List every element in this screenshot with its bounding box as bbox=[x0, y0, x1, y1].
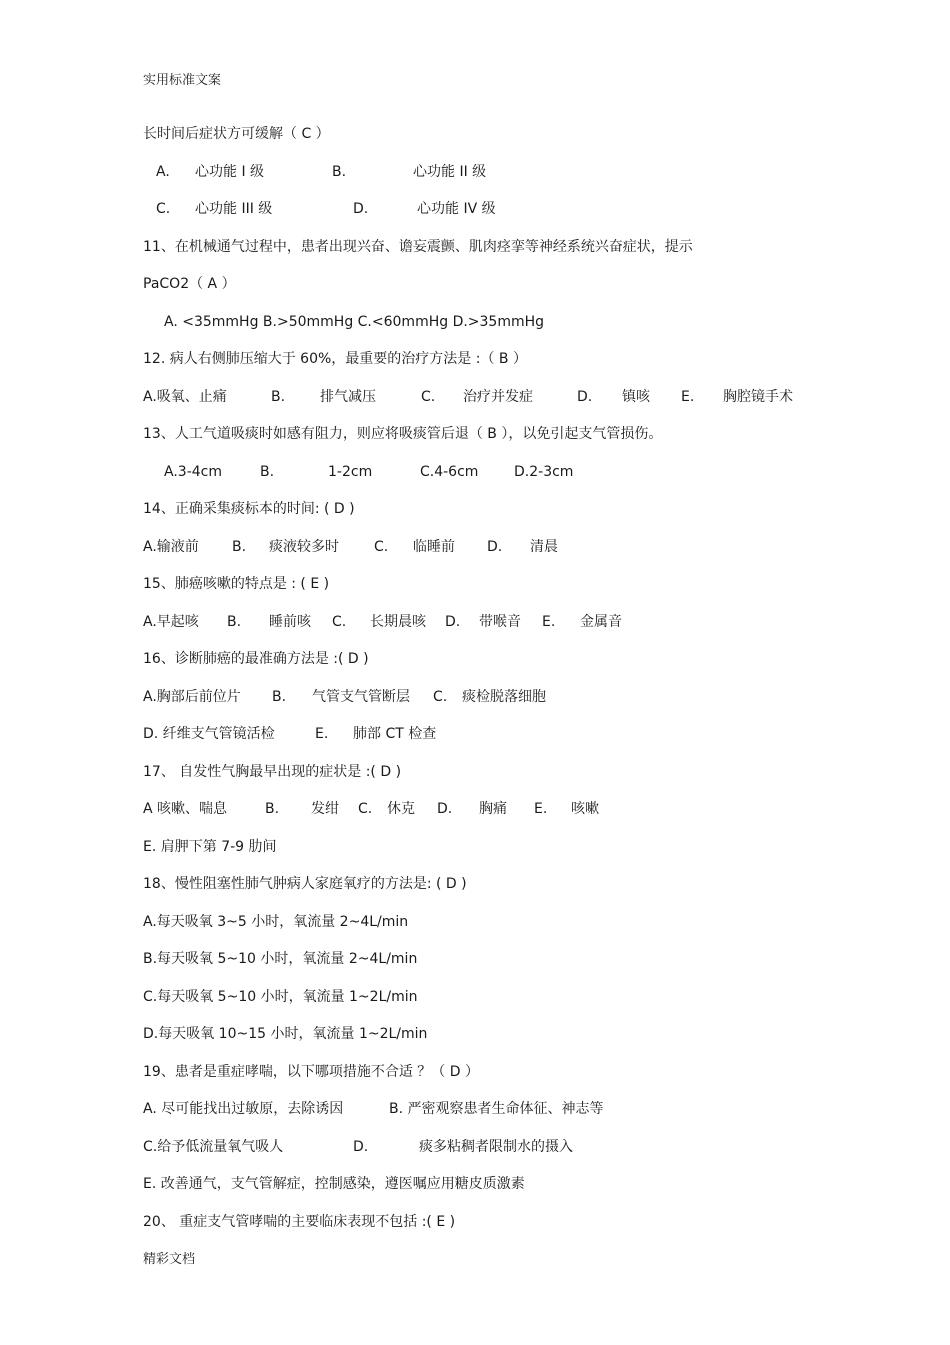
option-text: 金属音 bbox=[580, 613, 622, 630]
option-text: A.胸部后前位片 bbox=[143, 688, 241, 705]
option-text: 1-2cm bbox=[328, 463, 373, 480]
option-row: E. 肩胛下第 7-9 肋间 bbox=[143, 838, 277, 855]
option-row: D.每天吸氧 10~15 小时，氧流量 1~2L/min bbox=[143, 1026, 428, 1042]
question-stem: 12. 病人右侧肺压缩大于 60%，最重要的治疗方法是 :（ B ） bbox=[143, 351, 527, 367]
option-text: 排气减压 bbox=[320, 388, 376, 405]
page-header: 实用标准文案 bbox=[143, 73, 222, 88]
option-text: 带喉音 bbox=[479, 613, 521, 630]
option-text: A.3-4cm bbox=[164, 463, 222, 480]
option-label: C. bbox=[374, 538, 389, 555]
question-stem: 18、慢性阻塞性肺气肿病人家庭氧疗的方法是: ( D ) bbox=[143, 876, 467, 892]
option-label: D. bbox=[577, 388, 593, 405]
option-text: 长期晨咳 bbox=[370, 613, 426, 630]
option-text: A. 尽可能找出过敏原，去除诱因 bbox=[143, 1101, 344, 1117]
option-label: B. bbox=[227, 613, 242, 630]
question-stem: 20、 重症支气管哮喘的主要临床表现不包括 :( E ) bbox=[143, 1213, 456, 1230]
page-footer: 精彩文档 bbox=[143, 1252, 196, 1267]
option-text: 心功能 IV 级 bbox=[417, 201, 496, 217]
option-text: 胸痛 bbox=[479, 801, 507, 817]
option-row bbox=[0, 199, 950, 237]
option-text: 临睡前 bbox=[413, 538, 455, 555]
option-row bbox=[0, 724, 950, 762]
option-row: B.每天吸氧 5~10 小时，氧流量 2~4L/min bbox=[143, 951, 418, 967]
option-text: D.2-3cm bbox=[514, 463, 574, 480]
option-label: B. bbox=[272, 688, 287, 705]
option-text: D. 纤维支气管镜活检 bbox=[143, 726, 275, 742]
option-row: A.每天吸氧 3~5 小时，氧流量 2~4L/min bbox=[143, 913, 409, 930]
option-text: 气管支气管断层 bbox=[312, 688, 410, 705]
option-text: A.输液前 bbox=[143, 538, 199, 555]
option-text: 清晨 bbox=[530, 538, 558, 555]
option-text: A.吸氧、止痛 bbox=[143, 388, 227, 405]
question-content bbox=[0, 124, 950, 1249]
option-row bbox=[0, 387, 950, 425]
option-label: E. bbox=[542, 613, 556, 630]
option-row: C.每天吸氧 5~10 小时，氧流量 1~2L/min bbox=[143, 988, 418, 1005]
option-row bbox=[0, 537, 950, 575]
option-label: A. bbox=[156, 163, 170, 180]
option-label: B. bbox=[271, 388, 286, 405]
option-row bbox=[0, 799, 950, 837]
option-label: B. bbox=[265, 801, 280, 817]
option-label: D. bbox=[353, 201, 369, 217]
question-stem: 13、人工气道吸痰时如感有阻力，则应将吸痰管后退（ B ），以免引起支气管损伤。 bbox=[143, 426, 663, 442]
option-row bbox=[0, 687, 950, 725]
option-row: A. <35mmHg B.>50mmHg C.<60mmHg D.>35mmHg bbox=[164, 313, 545, 330]
option-text: A.早起咳 bbox=[143, 613, 199, 630]
text-line: PaCO2（ A ） bbox=[143, 276, 236, 292]
option-text: 肺部 CT 检查 bbox=[353, 726, 437, 742]
question-stem: 11、在机械通气过程中，患者出现兴奋、谵妄震颤、肌肉痉挛等神经系统兴奋症状，提示 bbox=[143, 238, 693, 255]
option-label: D. bbox=[487, 538, 503, 555]
option-label: B. bbox=[332, 163, 347, 180]
option-label: E. bbox=[681, 388, 695, 405]
question-stem: 19、患者是重症哮喘，以下哪项措施不合适 ？（ D ） bbox=[143, 1063, 479, 1080]
option-row bbox=[0, 1099, 950, 1137]
option-text: 痰多粘稠者限制水的摄入 bbox=[419, 1138, 573, 1155]
option-label: C. bbox=[421, 388, 436, 405]
option-label: D. bbox=[437, 801, 453, 817]
option-text: 痰检脱落细胞 bbox=[462, 688, 546, 705]
option-label: D. bbox=[445, 613, 461, 630]
option-label: B. bbox=[260, 463, 275, 480]
option-text: 痰液较多时 bbox=[269, 538, 339, 555]
option-label: C. bbox=[358, 801, 373, 817]
option-row bbox=[0, 612, 950, 650]
question-stem: 14、正确采集痰标本的时间: ( D ) bbox=[143, 501, 355, 517]
option-label: E. bbox=[534, 801, 548, 817]
option-text: 休克 bbox=[387, 801, 415, 817]
option-text: C.4-6cm bbox=[420, 463, 479, 480]
option-label: C. bbox=[433, 688, 448, 705]
option-label: C. bbox=[156, 201, 171, 217]
question-stem: 17、 自发性气胸最早出现的症状是 :( D ) bbox=[143, 763, 402, 780]
option-text: 镇咳 bbox=[622, 388, 650, 405]
option-row bbox=[0, 1137, 950, 1175]
option-text: 发绀 bbox=[311, 801, 339, 817]
option-text: 心功能 I 级 bbox=[195, 163, 265, 180]
option-label: B. bbox=[232, 538, 247, 555]
option-text: A 咳嗽、喘息 bbox=[143, 801, 228, 817]
question-stem: 15、肺癌咳嗽的特点是 : ( E ) bbox=[143, 576, 330, 592]
option-text: 治疗并发症 bbox=[463, 388, 533, 405]
option-label: C. bbox=[332, 613, 347, 630]
option-text: B. 严密观察患者生命体征、神志等 bbox=[389, 1101, 604, 1117]
option-row bbox=[0, 462, 950, 500]
text-line: 长时间后症状方可缓解（ C ） bbox=[143, 126, 330, 142]
option-text: 咳嗽 bbox=[571, 801, 599, 817]
option-text: 心功能 III 级 bbox=[195, 201, 273, 217]
option-text: 胸腔镜手术 bbox=[723, 388, 793, 405]
option-label: D. bbox=[353, 1138, 369, 1155]
question-stem: 16、诊断肺癌的最准确方法是 :( D ) bbox=[143, 651, 369, 667]
option-text: 心功能 II 级 bbox=[413, 163, 487, 180]
option-label: E. bbox=[315, 726, 329, 742]
option-text: C.给予低流量氧气吸人 bbox=[143, 1138, 284, 1155]
option-text: 睡前咳 bbox=[269, 613, 311, 630]
option-row bbox=[0, 162, 950, 200]
option-row: E. 改善通气，支气管解症，控制感染，遵医嘱应用糖皮质激素 bbox=[143, 1176, 525, 1192]
